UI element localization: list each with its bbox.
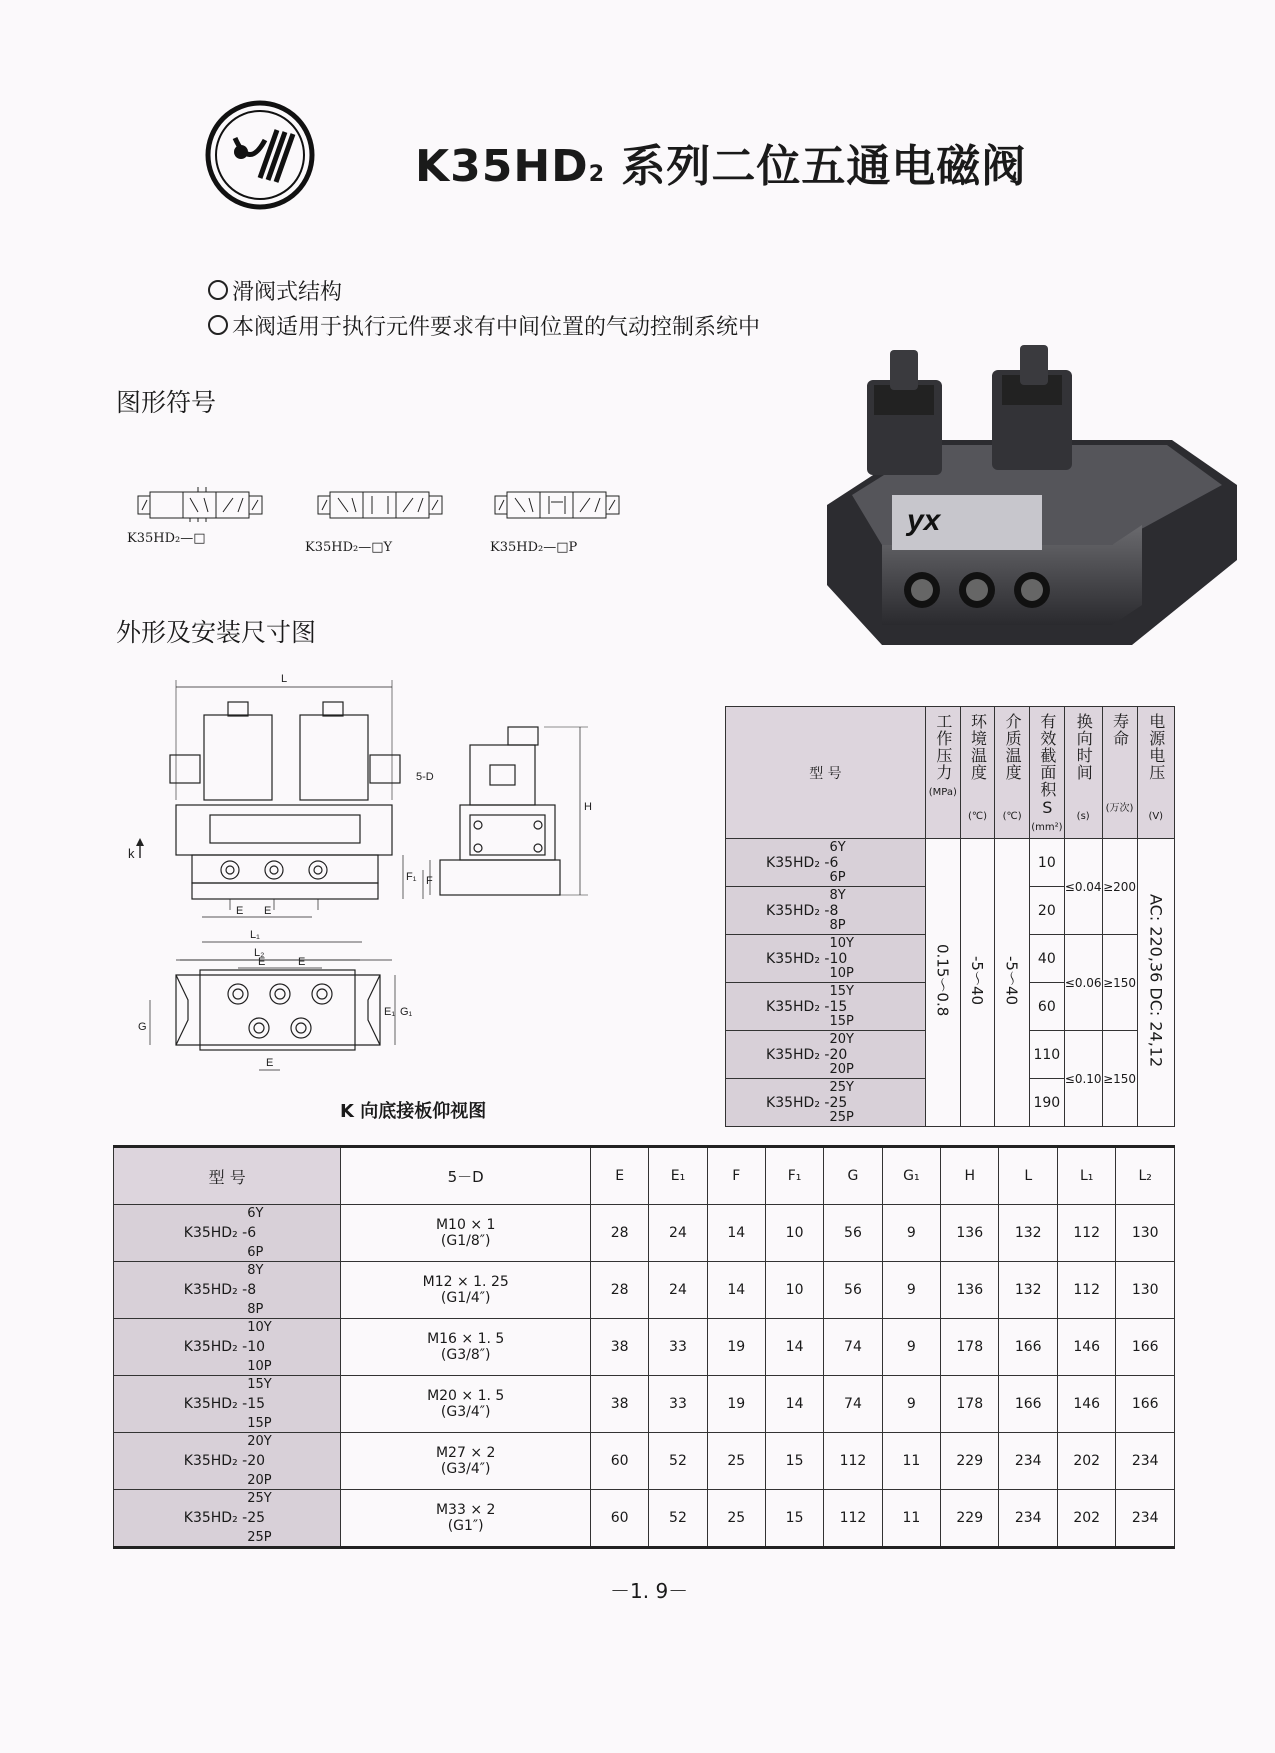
area-cell: 40	[1029, 935, 1064, 983]
valve-symbol-p	[495, 484, 627, 526]
table-row: 20Y K35HD₂ -20 20P 110 ≤0.10 ≥150	[726, 1031, 1175, 1079]
product-photo	[812, 345, 1252, 685]
svg-text:E₁: E₁	[384, 1006, 396, 1018]
table-row: 6Y K35HD₂ -6 6P M10 × 1 (G1/8″) 28 24 14 10 56 9 136 132 112 130	[114, 1205, 1175, 1262]
life-cell: ≥200	[1102, 839, 1137, 935]
table-row: 10Y K35HD₂ -10 10P 40 ≤0.06 ≥150	[726, 935, 1175, 983]
symbol-label: K35HD₂—□Y	[305, 540, 393, 555]
col-header: E₁	[649, 1147, 707, 1205]
page-title: K35HD2 系列二位五通电磁阀	[415, 141, 1027, 192]
table-row: 20Y K35HD₂ -20 20P M27 × 2 (G3/4″) 60 52 25 15 112 11 229 234 202 234	[114, 1433, 1175, 1490]
switch-time-cell: ≤0.04	[1064, 839, 1102, 935]
col-header: H	[941, 1147, 999, 1205]
svg-text:L: L	[281, 673, 288, 685]
pressure-cell: 0.15～0.8	[925, 839, 960, 1127]
col-header: F₁	[765, 1147, 823, 1205]
valve-symbol-y	[318, 484, 450, 526]
header-area: 有效截面积S (mm²)	[1029, 707, 1064, 839]
svg-text:G₁: G₁	[400, 1006, 413, 1018]
svg-text:H: H	[584, 801, 592, 813]
svg-text:E: E	[258, 956, 266, 968]
col-header: E	[590, 1147, 648, 1205]
life-cell: ≥150	[1102, 935, 1137, 1031]
switch-time-cell: ≤0.06	[1064, 935, 1102, 1031]
valve-symbol-closed-center	[138, 484, 270, 526]
svg-text:E: E	[264, 905, 272, 917]
section-heading-dimensions: 外形及安装尺寸图	[116, 618, 317, 647]
col-header: F	[707, 1147, 765, 1205]
area-cell: 20	[1029, 887, 1064, 935]
header-switch-time: 换向时间 (s)	[1064, 707, 1102, 839]
col-header: 型 号	[114, 1147, 341, 1205]
col-header: G	[824, 1147, 882, 1205]
svg-text:E: E	[266, 1057, 274, 1069]
col-header: 5－D	[341, 1147, 591, 1205]
table-row: 15Y K35HD₂ -15 15P 60	[726, 983, 1175, 1031]
header-life: 寿命 (万次)	[1102, 707, 1137, 839]
ambient-temp-cell: -5～40	[960, 839, 995, 1127]
svg-text:L₂: L₂	[254, 947, 265, 959]
medium-temp-cell: -5～40	[995, 839, 1030, 1127]
svg-text:L₁: L₁	[250, 929, 260, 941]
section-heading-symbols: 图形符号	[116, 388, 217, 417]
table-row: 6Y K35HD₂ -6 6P 0.15～0.8 -5～40 -5～40 10 ≤0.04 ≥200 AC: 220,36 DC: 24,12	[726, 839, 1175, 887]
area-cell: 110	[1029, 1031, 1064, 1079]
table-row: 15Y K35HD₂ -15 15P M20 × 1. 5 (G3/4″) 38 33 19 14 74 9 178 166 146 166	[114, 1376, 1175, 1433]
svg-text:E: E	[236, 905, 244, 917]
header-pressure: 工作压力 (MPa)	[925, 707, 960, 839]
col-header: L₁	[1057, 1147, 1115, 1205]
life-cell: ≥150	[1102, 1031, 1137, 1127]
feature-item: 滑阀式结构	[208, 275, 342, 306]
dimension-table	[113, 1145, 1175, 1549]
col-header: G₁	[882, 1147, 940, 1205]
svg-text:F: F	[426, 875, 433, 887]
spec-table	[725, 706, 1175, 1127]
svg-text:G: G	[138, 1021, 147, 1033]
bottom-view-caption: K 向底接板仰视图	[340, 1101, 487, 1122]
table-row: 10Y K35HD₂ -10 10P M16 × 1. 5 (G3/8″) 38 33 19 14 74 9 178 166 146 166	[114, 1319, 1175, 1376]
table-row: 8Y K35HD₂ -8 8P M12 × 1. 25 (G1/4″) 28 24 14 10 56 9 136 132 112 130	[114, 1262, 1175, 1319]
header-voltage: 电源电压 (V)	[1137, 707, 1174, 839]
symbol-label: K35HD₂—□P	[490, 540, 578, 555]
header-medium-temp: 介质温度 (℃)	[995, 707, 1030, 839]
area-cell: 10	[1029, 839, 1064, 887]
area-cell: 190	[1029, 1079, 1064, 1127]
circle-bullet-icon	[208, 315, 228, 335]
circle-bullet-icon	[208, 280, 228, 300]
svg-text:k: k	[128, 846, 135, 861]
page-number: －1. 9－	[610, 1579, 689, 1603]
svg-text:F₁: F₁	[406, 871, 417, 883]
svg-text:yx: yx	[907, 504, 941, 537]
symbol-label: K35HD₂—□	[127, 531, 206, 546]
table-row: 8Y K35HD₂ -8 8P 20	[726, 887, 1175, 935]
table-row: 25Y K35HD₂ -25 25P 190	[726, 1079, 1175, 1127]
company-logo	[205, 100, 315, 210]
svg-text:E: E	[298, 956, 306, 968]
svg-text:5-D: 5-D	[416, 771, 434, 783]
area-cell: 60	[1029, 983, 1064, 1031]
switch-time-cell: ≤0.10	[1064, 1031, 1102, 1127]
feature-item: 本阀适用于执行元件要求有中间位置的气动控制系统中	[208, 310, 760, 341]
col-header: L₂	[1116, 1147, 1175, 1205]
header-ambient-temp: 环境温度 (℃)	[960, 707, 995, 839]
dimension-drawings	[128, 670, 720, 1120]
col-header: L	[999, 1147, 1057, 1205]
voltage-cell: AC: 220,36 DC: 24,12	[1137, 839, 1174, 1127]
header-model: 型 号	[726, 707, 926, 839]
table-row: 25Y K35HD₂ -25 25P M33 × 2 (G1″) 60 52 25 15 112 11 229 234 202 234	[114, 1490, 1175, 1548]
